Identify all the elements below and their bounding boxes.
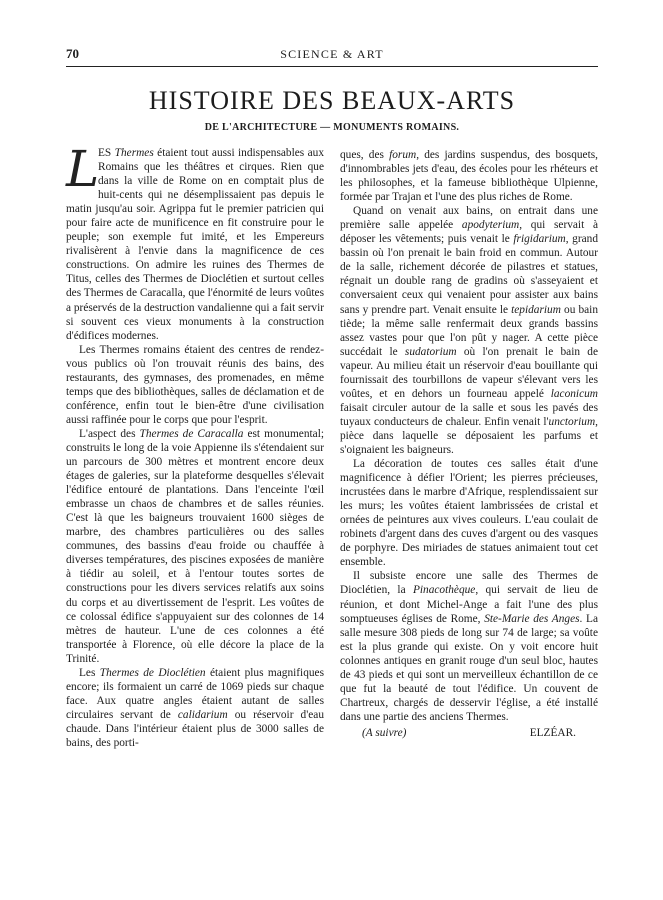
author-signature: ELZÉAR. <box>529 726 576 739</box>
paragraph <box>66 427 324 666</box>
right-column <box>340 148 598 740</box>
text-run: où l'on prenait le bain de vapeur. Au milieu était un réservoir d'eau bouillante qui fournissait des tourbillons de vapeur s'élevant vers les voûtes, et en dehors un fourneau appelé <box>340 345 598 400</box>
italic-term: Ste-Marie des Anges <box>484 612 580 625</box>
text-run: , qui servait à déposer les vêtements; puis venait le <box>340 219 598 246</box>
text-run: , qui servait de lieu de réunion, et dont Michel-Ange a fait l'une des plus somptueuses églises de Rome, <box>340 584 598 625</box>
text-run: , pièce dans laquelle se déposaient les parfums et s'oignaient les baigneurs. <box>340 415 598 456</box>
text-run: . La salle mesure 308 pieds de long sur 74 de large; sa voûte est la plus grande qui existe. On y voit encore huit colonnes antiques en granit rouge d'un seul bloc, hautes de 43 pieds et qui sont un merveilleux échantillon de ce que fut la beauté de tout l'édifice. Un couvent de Chartreux, chargés de desservir l'église, a été installé dans une partie des anciens Thermes. <box>340 612 599 723</box>
paragraph: Les Thermes romains étaient des centres de rendez-vous publics où l'on trouvait réunis des bains, des restaurants, des gymnases, des promenades, en même temps que des bibliothèques, salles de déclamation et de conférence, enfin tout le bien-être d'une civilisation aussi raffinée pour le corps que pour l'esprit. <box>66 343 324 426</box>
italic-term: apodyterium <box>461 219 520 232</box>
italic-term: unctorium <box>548 415 596 428</box>
running-head <box>66 46 598 62</box>
text-run: Les <box>79 666 100 679</box>
left-column <box>66 140 324 750</box>
continued-note: (A suivre) <box>362 726 407 739</box>
paragraph <box>340 204 598 457</box>
paragraph <box>340 569 598 724</box>
text-run: , des jardins suspendus, des bosquets, d'innombrables jets d'eau, des écoles pour les rhéteurs et les philosophes, et la fameuse bibliothèque Ulpienne, formée par Trajan et l'une des plus riches de Rome. <box>340 149 598 204</box>
text-run: L'aspect des <box>79 427 140 440</box>
italic-term: Thermes de Caracalla <box>139 427 244 440</box>
text-run: Quand on venait aux bains, on entrait dans une première salle appelée <box>340 205 598 232</box>
italic-term: frigidarium <box>513 233 566 246</box>
header-rule <box>66 66 598 67</box>
text-run: ques, des <box>340 149 390 161</box>
paragraph: La décoration de toutes ces salles était d'une magnificence à défier l'Orient; les pierres précieuses, incrustées dans le marbre d'Afrique, resplendissaient sur les murs; les voûtes étaient lambrissées de cristal et ornées de peintures aux vives couleurs. L'eau coulait de robinets d'argent dans des cuves d'argent ou des vasques de porphyre. Des miriades de statues animaient tout cet ensemble. <box>340 458 598 569</box>
text-run: étaient plus magnifiques encore; ils formaient un carré de 1069 pieds sur chaque face. Aux quatre angles étaient autant de salles circulaires servant de <box>66 666 324 721</box>
text-run: étaient tout aussi indispensables aux Romains que les théâtres et cirques. Rien que dans la ville de Rome on en comptait plus de huit-cents qui ne désemplissaient pas depuis le matin jusqu'au soir. Agrippa fut le premier patricien qui pour faire acte de munificence en fit construire pour le peuple; son exemple fut imité, et les Empereurs rivalisèrent à l'envie dans la magnificence de ces constructions. On admire les ruines des Thermes de Titus, celles des Thermes de Dioclétien et surtout celles des Thermes de Caracalla, que l'énormité de leurs voûtes a préservés de la destruction vandalienne qui a fait servir si souvent ces vieux monuments à la construction d'édifices modernes. <box>66 147 324 342</box>
text-run: ES <box>98 147 115 159</box>
signature-line <box>340 724 598 740</box>
page-number: 70 <box>66 46 79 61</box>
italic-term: forum <box>389 149 417 161</box>
text-run: Il subsiste encore une salle des Thermes de Dioclétien, la <box>340 570 598 597</box>
italic-term: tepidarium <box>511 303 561 316</box>
paragraph <box>66 666 324 750</box>
text-run: ou réservoir d'eau chaude. Dans l'intérieur étaient plus de 3000 salles de bains, des porti- <box>66 708 324 749</box>
article-title: HISTOIRE DES BEAUX-ARTS <box>148 86 516 115</box>
italic-term: Thermes <box>114 147 154 159</box>
italic-term: laconicum <box>550 387 598 400</box>
italic-term: calidarium <box>177 708 228 721</box>
paragraph <box>66 140 324 343</box>
dropcap-letter: L <box>66 140 100 198</box>
paragraph <box>340 148 598 204</box>
text-run: ou bain tiède; la même salle renfermait deux grands bassins assez vastes pour que l'on pût y nager. A cette pièce succédait le <box>340 303 598 358</box>
article-subtitle: DE L'ARCHITECTURE — MONUMENTS ROMAINS. <box>204 122 460 133</box>
italic-term: Pinacothèque <box>412 584 476 597</box>
text-run: , grand bassin où l'on prenait le bain froid en commun. Autour de la salle, richement décorée de pilastres et statues, régnait un double rang de gradins où s'asseyaient et conversaient ceux qui venaient pour assister aux bains sans y prendre part. Venait ensuite le <box>340 233 598 316</box>
italic-term: Thermes de Dioclétien <box>99 666 206 679</box>
text-run: faisait circuler autour de la salle et sous les pavés des tuyaux conducteurs de chaleur. Enfin venait l' <box>340 401 598 428</box>
italic-term: sudatorium <box>404 345 457 358</box>
journal-title: SCIENCE & ART <box>280 47 384 61</box>
text-run: est monumental; construits le long de la voie Appienne ils s'étendaient sur un parcours de 300 mètres et montrent encore deux étages de galeries, sur la plateforme desquelles s'élevait l'édifice entouré de plantations. Dans l'enceinte l'œil embrasse un chaos de chambres et de salles réunies. C'est là que les baigneurs trouvaient 1600 sièges de marbre, des chambres particulières ou des salles communes, des bassins d'eau froide ou chauffée à diverses températures, des piscines exposées de manière à tiédir au soleil, et à l'entour toutes sortes de constructions pour les divers services relatifs aux soins du corps et au divertissement de l'esprit. Les voûtes de ce colossal édifice s'appuyaient sur des colonnes de 14 mètres de hauteur. L'une de ces colonnes a été transportée à Florence, où elle décore la place de la Trinité. <box>66 427 324 665</box>
